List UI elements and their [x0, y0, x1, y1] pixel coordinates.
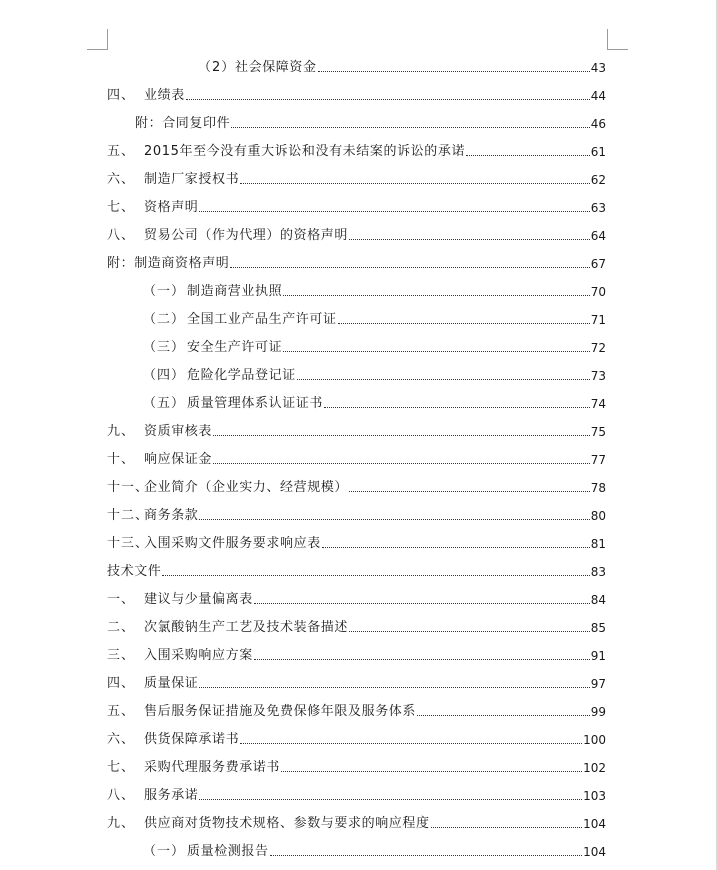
toc-entry-title: 质量检测报告	[187, 844, 269, 859]
toc-entry-number: 四、	[107, 88, 136, 103]
toc-entry[interactable]	[107, 222, 606, 244]
toc-entry-page-number: 85	[590, 621, 606, 635]
toc-entry-title: 附：合同复印件	[135, 116, 231, 131]
toc-entry-number: 十、	[107, 452, 136, 467]
dot-leader	[240, 183, 590, 184]
toc-entry[interactable]	[143, 838, 606, 860]
toc-entry-title: 企业简介（企业实力、经营规模）	[144, 480, 349, 495]
toc-entry-number: （三）	[143, 340, 186, 355]
toc-entry-title: 售后服务保证措施及免费保修年限及服务体系	[144, 704, 417, 719]
toc-entry[interactable]	[107, 810, 606, 832]
toc-entry[interactable]	[107, 502, 606, 524]
toc-entry-page-number: 64	[590, 229, 606, 243]
toc-entry-number: 八、	[107, 228, 136, 243]
toc-entry-title: 技术文件	[107, 564, 162, 579]
toc-entry-title: 资格声明	[144, 200, 199, 215]
toc-entry-number: 七、	[107, 760, 136, 775]
toc-entry-number: 二、	[107, 620, 136, 635]
toc-entry[interactable]	[107, 446, 606, 468]
toc-entry-title: 资质审核表	[144, 424, 213, 439]
toc-entry-page-number: 62	[590, 173, 606, 187]
toc-entry-page-number: 104	[583, 817, 606, 831]
toc-entry-page-number: 80	[590, 509, 606, 523]
dot-leader	[254, 603, 590, 604]
dot-leader	[230, 267, 589, 268]
dot-leader	[213, 435, 590, 436]
dot-leader	[431, 827, 582, 828]
dot-leader	[349, 239, 590, 240]
toc-entry-title: 危险化学品登记证	[187, 368, 296, 383]
toc-entry-number: 六、	[107, 732, 136, 747]
toc-entry[interactable]	[107, 698, 606, 720]
toc-entry[interactable]	[107, 782, 606, 804]
dot-leader	[231, 127, 590, 128]
dot-leader	[283, 295, 590, 296]
toc-entry-number: 十一、	[107, 480, 150, 495]
dot-leader	[318, 71, 590, 72]
toc-entry-number: 九、	[107, 424, 136, 439]
toc-entry-page-number: 102	[583, 761, 606, 775]
toc-entry-page-number: 61	[590, 145, 606, 159]
toc-entry-page-number: 73	[590, 369, 606, 383]
toc-entry-number: 六、	[107, 172, 136, 187]
dot-leader	[417, 715, 590, 716]
dot-leader	[240, 743, 582, 744]
dot-leader	[338, 323, 590, 324]
dot-leader	[297, 379, 590, 380]
dot-leader	[199, 687, 589, 688]
toc-entry-number: 七、	[107, 200, 136, 215]
toc-entry-title: 全国工业产品生产许可证	[187, 312, 337, 327]
dot-leader	[322, 547, 590, 548]
toc-entry-number: （五）	[143, 396, 186, 411]
crop-mark-right	[607, 29, 628, 50]
toc-entry[interactable]	[107, 138, 606, 160]
toc-entry-title: 采购代理服务费承诺书	[144, 760, 281, 775]
toc-entry-page-number: 81	[590, 537, 606, 551]
toc-entry[interactable]	[107, 586, 606, 608]
toc-entry[interactable]	[198, 54, 606, 76]
toc-entry[interactable]	[135, 110, 606, 132]
toc-entry-page-number: 71	[590, 313, 606, 327]
toc-entry-number: 四、	[107, 676, 136, 691]
toc-entry[interactable]	[107, 670, 606, 692]
dot-leader	[186, 99, 590, 100]
toc-entry[interactable]	[107, 418, 606, 440]
toc-entry-page-number: 74	[590, 397, 606, 411]
toc-entry[interactable]	[107, 166, 606, 188]
toc-entry[interactable]	[143, 390, 606, 412]
toc-entry[interactable]	[107, 754, 606, 776]
toc-entry[interactable]	[107, 642, 606, 664]
toc-entry-page-number: 84	[590, 593, 606, 607]
toc-entry-page-number: 99	[590, 705, 606, 719]
toc-entry-title: 业绩表	[144, 88, 185, 103]
dot-leader	[324, 407, 590, 408]
toc-entry[interactable]	[107, 726, 606, 748]
toc-entry-page-number: 77	[590, 453, 606, 467]
toc-entry[interactable]	[107, 474, 606, 496]
toc-entry-title: 质量管理体系认证证书	[187, 396, 324, 411]
toc-entry-number: （一）	[143, 284, 186, 299]
dot-leader	[283, 351, 590, 352]
dot-leader	[199, 519, 589, 520]
toc-entry-title: 制造厂家授权书	[144, 172, 240, 187]
dot-leader	[349, 631, 590, 632]
toc-entry-page-number: 100	[583, 733, 606, 747]
dot-leader	[254, 659, 590, 660]
toc-entry-number: 十二、	[107, 508, 150, 523]
toc-entry[interactable]	[143, 278, 606, 300]
toc-entry-page-number: 75	[590, 425, 606, 439]
toc-entry-title: 供应商对货物技术规格、参数与要求的响应程度	[144, 816, 430, 831]
toc-entry[interactable]	[143, 306, 606, 328]
toc-entry[interactable]	[107, 250, 606, 272]
dot-leader	[281, 771, 582, 772]
toc-entry-page-number: 97	[590, 677, 606, 691]
toc-entry-page-number: 46	[590, 117, 606, 131]
toc-entry-number: 三、	[107, 648, 136, 663]
dot-leader	[213, 463, 590, 464]
toc-entry-title: 次氯酸钠生产工艺及技术装备描述	[144, 620, 349, 635]
toc-entry[interactable]	[107, 82, 606, 104]
toc-entry-number: （四）	[143, 368, 186, 383]
toc-entry-title: 响应保证金	[144, 452, 213, 467]
dot-leader	[199, 799, 582, 800]
toc-entry[interactable]	[143, 362, 606, 384]
toc-entry-title: 2015年至今没有重大诉讼和没有未结案的诉讼的承诺	[144, 144, 466, 159]
toc-entry-title: 贸易公司（作为代理）的资格声明	[144, 228, 349, 243]
toc-entry-page-number: 104	[583, 845, 606, 859]
toc-entry-number: 八、	[107, 788, 136, 803]
toc-entry[interactable]	[143, 334, 606, 356]
toc-entry-title: 入围采购响应方案	[144, 648, 253, 663]
toc-entry-page-number: 103	[583, 789, 606, 803]
toc-entry-page-number: 91	[590, 649, 606, 663]
toc-entry-number: （2）	[198, 60, 236, 75]
toc-entry-number: 一、	[107, 592, 136, 607]
toc-entry-page-number: 44	[590, 89, 606, 103]
dot-leader	[466, 155, 590, 156]
toc-entry-title: 建议与少量偏离表	[144, 592, 253, 607]
toc-entry-page-number: 67	[590, 257, 606, 271]
dot-leader	[199, 211, 589, 212]
toc-entry-page-number: 72	[590, 341, 606, 355]
toc-entry-title: 商务条款	[144, 508, 199, 523]
toc-entry-title: 制造商营业执照	[187, 284, 283, 299]
toc-entry-title: 入围采购文件服务要求响应表	[144, 536, 321, 551]
crop-mark-left	[87, 29, 108, 50]
toc-entry-page-number: 70	[590, 285, 606, 299]
dot-leader	[162, 575, 589, 576]
toc-entry-number: 五、	[107, 704, 136, 719]
dot-leader	[270, 855, 582, 856]
toc-entry-page-number: 83	[590, 565, 606, 579]
toc-entry-page-number: 63	[590, 201, 606, 215]
toc-entry-title: 附：制造商资格声明	[107, 256, 230, 271]
toc-entry-page-number: 78	[590, 481, 606, 495]
toc-entry-number: 九、	[107, 816, 136, 831]
toc-entry-page-number: 43	[590, 61, 606, 75]
toc-entry-title: 服务承诺	[144, 788, 199, 803]
toc-entry-title: 质量保证	[144, 676, 199, 691]
toc-entry-number: 五、	[107, 144, 136, 159]
toc-entry[interactable]	[107, 530, 606, 552]
toc-entry-title: 供货保障承诺书	[144, 732, 240, 747]
toc-entry-title: 安全生产许可证	[187, 340, 283, 355]
dot-leader	[349, 491, 590, 492]
toc-entry[interactable]	[107, 194, 606, 216]
toc-entry[interactable]	[107, 614, 606, 636]
toc-entry-number: （二）	[143, 312, 186, 327]
toc-entry-number: 十三、	[107, 536, 150, 551]
toc-entry-number: （一）	[143, 844, 186, 859]
toc-entry-title: 社会保障资金	[235, 60, 317, 75]
toc-entry[interactable]	[107, 558, 606, 580]
